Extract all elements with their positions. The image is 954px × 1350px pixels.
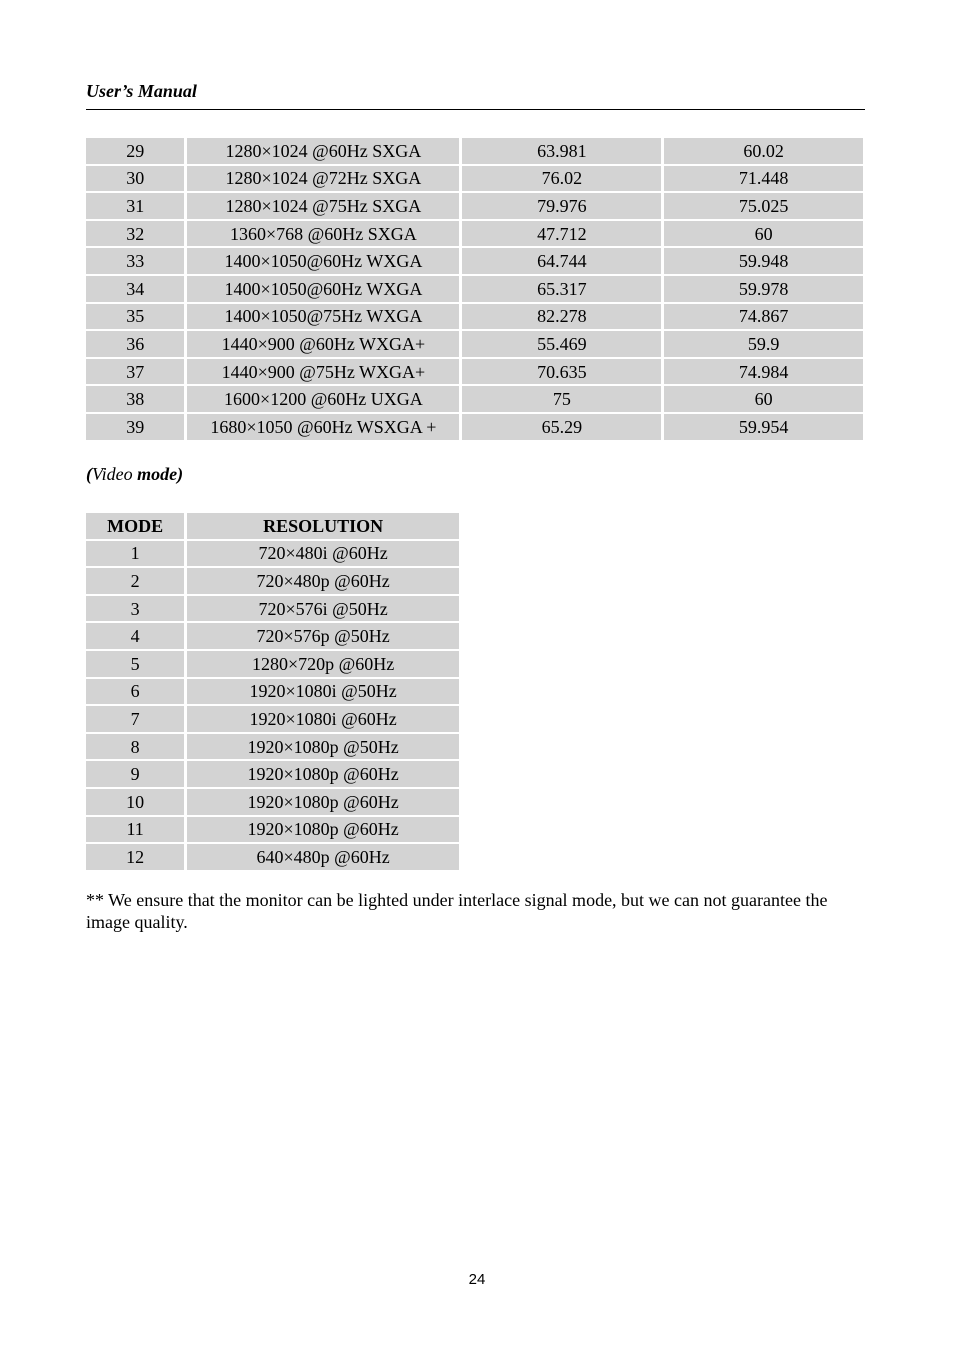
table-cell: 1920×1080i @60Hz [187, 706, 459, 732]
table-cell: 60 [664, 386, 863, 412]
table-row [86, 414, 863, 440]
table-cell: 1440×900 @75Hz WXGA+ [187, 359, 459, 385]
table-cell: 1280×1024 @75Hz SXGA [187, 193, 459, 219]
table-cell: 6 [86, 679, 184, 705]
title-word-mode: mode) [137, 464, 184, 484]
table-row [86, 623, 459, 649]
table-cell: 63.981 [462, 138, 661, 164]
table-cell: 31 [86, 193, 184, 219]
table-row [86, 706, 459, 732]
table-row [86, 248, 863, 274]
table-cell: 65.317 [462, 276, 661, 302]
table-row [86, 651, 459, 677]
table-cell: 1 [86, 541, 184, 567]
column-header-resolution: RESOLUTION [187, 513, 459, 539]
table-row [86, 304, 863, 330]
table-cell: 65.29 [462, 414, 661, 440]
table-cell: 9 [86, 761, 184, 787]
table-cell: 75.025 [664, 193, 863, 219]
table-cell: 8 [86, 734, 184, 760]
table-cell: 60.02 [664, 138, 863, 164]
table-cell: 64.744 [462, 248, 661, 274]
table-cell: 1360×768 @60Hz SXGA [187, 221, 459, 247]
table-cell: 720×480p @60Hz [187, 568, 459, 594]
table-row [86, 276, 863, 302]
table-cell: 7 [86, 706, 184, 732]
table-cell: 1280×1024 @60Hz SXGA [187, 138, 459, 164]
table-cell: 29 [86, 138, 184, 164]
column-header-mode: MODE [86, 513, 184, 539]
table-cell: 1280×720p @60Hz [187, 651, 459, 677]
table-cell: 59.954 [664, 414, 863, 440]
table-row [86, 761, 459, 787]
table-cell: 1920×1080i @50Hz [187, 679, 459, 705]
title-open-paren: ( [86, 464, 92, 484]
table-cell: 47.712 [462, 221, 661, 247]
table-cell: 82.278 [462, 304, 661, 330]
table-cell: 1920×1080p @60Hz [187, 789, 459, 815]
table-cell: 1400×1050@75Hz WXGA [187, 304, 459, 330]
table-row [86, 734, 459, 760]
table-row [86, 138, 863, 164]
table-row [86, 541, 459, 567]
table-row [86, 166, 863, 192]
table-cell: 34 [86, 276, 184, 302]
table-cell: 59.978 [664, 276, 863, 302]
table-cell: 1680×1050 @60Hz WSXGA + [187, 414, 459, 440]
table-cell: 38 [86, 386, 184, 412]
table-row [86, 386, 863, 412]
video-mode-title [86, 464, 183, 485]
table-row [86, 221, 863, 247]
table-cell: 720×576p @50Hz [187, 623, 459, 649]
table-row [86, 817, 459, 843]
header-rule [86, 109, 865, 110]
table-cell: 39 [86, 414, 184, 440]
table-cell: 30 [86, 166, 184, 192]
table-cell: 76.02 [462, 166, 661, 192]
table-cell: 70.635 [462, 359, 661, 385]
running-header: User’s Manual [86, 81, 197, 101]
table-cell: 1920×1080p @50Hz [187, 734, 459, 760]
table-cell: 79.976 [462, 193, 661, 219]
table-cell: 3 [86, 596, 184, 622]
table-cell: 11 [86, 817, 184, 843]
table-cell: 59.948 [664, 248, 863, 274]
table-cell: 37 [86, 359, 184, 385]
table-cell: 1600×1200 @60Hz UXGA [187, 386, 459, 412]
table-row [86, 596, 459, 622]
table-cell: 1920×1080p @60Hz [187, 761, 459, 787]
table-cell: 33 [86, 248, 184, 274]
table-cell: 74.867 [664, 304, 863, 330]
table-row [86, 844, 459, 870]
table-row [86, 679, 459, 705]
title-word-video: Video [92, 464, 133, 484]
table-cell: 1920×1080p @60Hz [187, 817, 459, 843]
table-cell: 10 [86, 789, 184, 815]
table-cell: 12 [86, 844, 184, 870]
table-row [86, 193, 863, 219]
table-cell: 1400×1050@60Hz WXGA [187, 248, 459, 274]
table-cell: 36 [86, 331, 184, 357]
table-row [86, 789, 459, 815]
table-row [86, 568, 459, 594]
table-cell: 720×576i @50Hz [187, 596, 459, 622]
table-cell: 60 [664, 221, 863, 247]
table-cell: 74.984 [664, 359, 863, 385]
table-cell: 720×480i @60Hz [187, 541, 459, 567]
table-cell: 1400×1050@60Hz WXGA [187, 276, 459, 302]
table-cell: 71.448 [664, 166, 863, 192]
table-cell: 55.469 [462, 331, 661, 357]
table-cell: 32 [86, 221, 184, 247]
interlace-note: ** We ensure that the monitor can be lighted under interlace signal mode, but we can not guarantee the image quality. [86, 890, 828, 932]
video-mode-table [83, 511, 462, 872]
table-header-row [86, 513, 459, 539]
page-number: 24 [468, 1271, 486, 1288]
table-cell: 4 [86, 623, 184, 649]
table-cell: 1440×900 @60Hz WXGA+ [187, 331, 459, 357]
table-cell: 640×480p @60Hz [187, 844, 459, 870]
table-cell: 75 [462, 386, 661, 412]
display-modes-table [83, 136, 866, 442]
table-cell: 2 [86, 568, 184, 594]
table-cell: 5 [86, 651, 184, 677]
table-cell: 59.9 [664, 331, 863, 357]
table-row [86, 359, 863, 385]
table-row [86, 331, 863, 357]
table-cell: 35 [86, 304, 184, 330]
table-cell: 1280×1024 @72Hz SXGA [187, 166, 459, 192]
